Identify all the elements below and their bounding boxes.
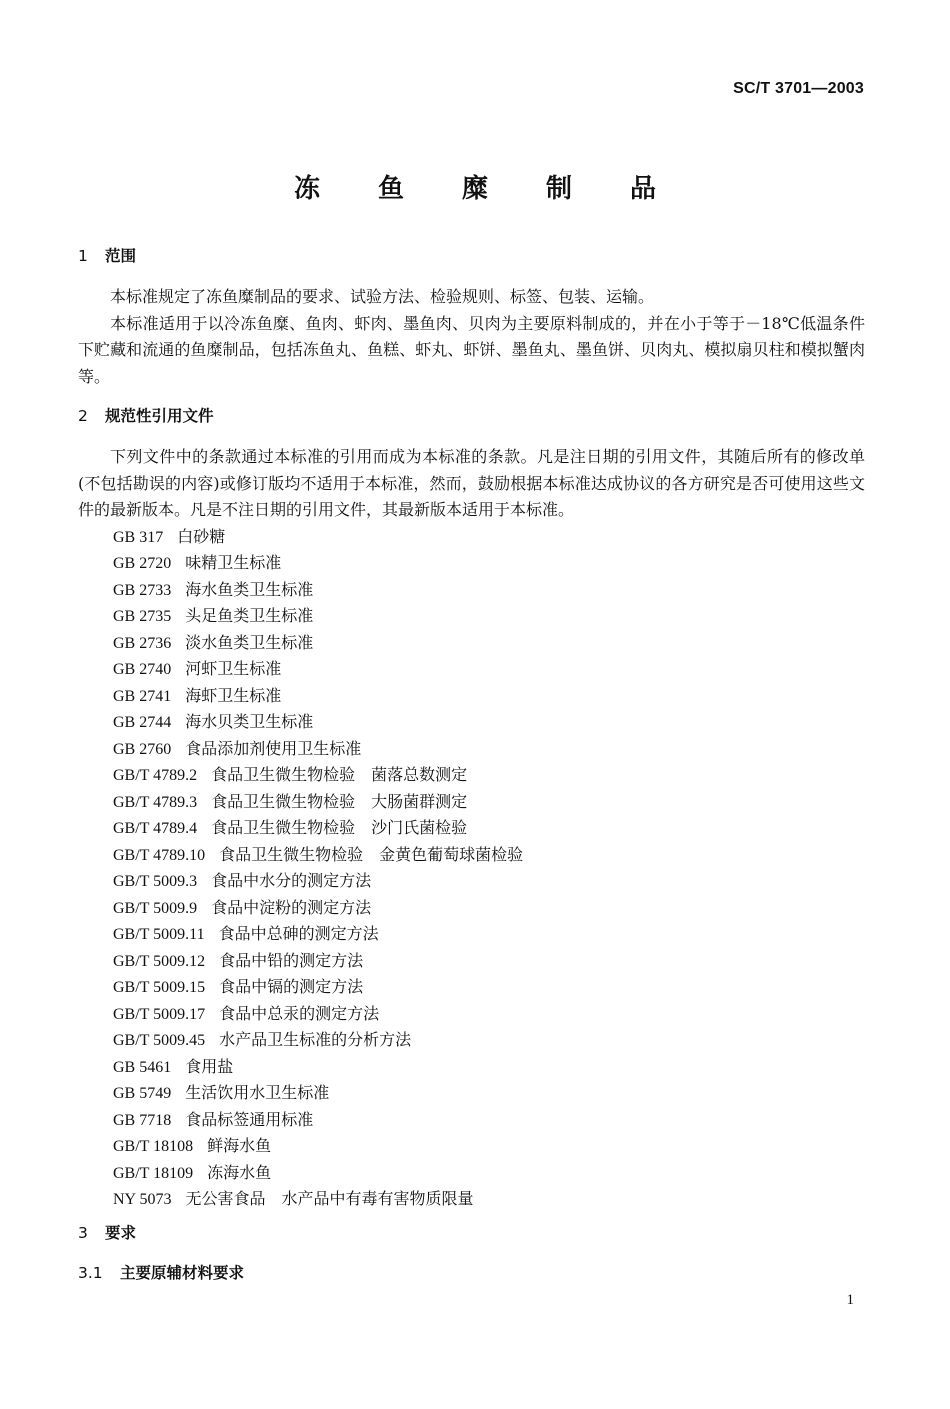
reference-title: 食品卫生微生物检验 金黄色葡萄球菌检验 xyxy=(219,844,524,864)
reference-code: GB/T 5009.11 xyxy=(113,926,205,943)
reference-code: GB/T 5009.3 xyxy=(113,873,198,890)
reference-code: GB/T 4789.3 xyxy=(113,793,198,811)
reference-title: 海水贝类卫生标准 xyxy=(185,712,314,731)
reference-item xyxy=(78,656,865,683)
section-number: 2 xyxy=(78,407,88,425)
reference-code: GB/T 5009.45 xyxy=(113,1032,206,1049)
reference-code: GB 2741 xyxy=(113,687,172,705)
subsection-title: 主要原辅材料要求 xyxy=(120,1263,245,1282)
reference-title: 头足鱼类卫生标准 xyxy=(185,606,314,625)
section-heading-requirements xyxy=(78,1221,865,1245)
reference-title: 食品中镉的测定方法 xyxy=(219,977,364,996)
reference-item xyxy=(78,603,865,630)
reference-item xyxy=(78,1107,865,1134)
reference-title: 食品标签通用标准 xyxy=(185,1109,314,1129)
reference-code: GB 2735 xyxy=(113,608,172,625)
reference-code: GB/T 18108 xyxy=(113,1138,194,1155)
reference-item xyxy=(78,842,865,869)
reference-code: GB 7718 xyxy=(113,1111,172,1129)
reference-item xyxy=(78,736,865,763)
reference-title: 淡水鱼类卫生标准 xyxy=(185,632,314,652)
section-title: 范围 xyxy=(105,247,137,265)
standard-code: SC/T 3701—2003 xyxy=(733,80,864,97)
reference-title: 白砂糖 xyxy=(177,526,226,546)
section-title: 要求 xyxy=(105,1223,137,1242)
section-number: 1 xyxy=(78,247,88,265)
reference-code: GB 2744 xyxy=(113,714,172,731)
reference-item xyxy=(78,577,865,604)
reference-title: 海虾卫生标准 xyxy=(185,685,282,705)
section-heading-normative-references xyxy=(78,404,865,428)
reference-code: GB/T 5009.15 xyxy=(113,979,206,996)
reference-code: GB/T 4789.4 xyxy=(113,820,198,837)
reference-title: 食品卫生微生物检验 沙门氏菌检验 xyxy=(211,818,468,837)
reference-title: 食品中铅的测定方法 xyxy=(219,950,364,970)
reference-title: 水产品卫生标准的分析方法 xyxy=(219,1030,412,1049)
title-char: 制 xyxy=(546,174,573,204)
reference-item xyxy=(78,1054,865,1081)
title-char: 鱼 xyxy=(377,174,404,204)
reference-code: GB 2720 xyxy=(113,555,172,572)
reference-code: GB 5749 xyxy=(113,1085,172,1102)
reference-item xyxy=(78,1027,865,1054)
reference-item xyxy=(78,1080,865,1107)
reference-code: GB 2760 xyxy=(113,740,172,758)
section-heading-scope xyxy=(78,244,865,268)
title-char: 冻 xyxy=(293,174,320,204)
reference-code: GB/T 5009.17 xyxy=(113,1005,206,1023)
section-title: 规范性引用文件 xyxy=(105,407,214,425)
reference-title: 生活饮用水卫生标准 xyxy=(185,1083,330,1102)
reference-item xyxy=(78,1186,865,1213)
reference-item xyxy=(78,789,865,816)
reference-title: 食用盐 xyxy=(185,1056,234,1076)
reference-item xyxy=(78,1133,865,1160)
reference-code: GB/T 5009.9 xyxy=(113,899,198,917)
reference-item xyxy=(78,948,865,975)
reference-title: 河虾卫生标准 xyxy=(185,659,282,678)
title-char: 品 xyxy=(630,174,657,204)
reference-item xyxy=(78,1001,865,1028)
reference-item xyxy=(78,709,865,736)
reference-code: GB 2740 xyxy=(113,661,172,678)
subsection-heading-raw-materials xyxy=(78,1261,865,1285)
reference-title: 冻海水鱼 xyxy=(207,1162,272,1182)
reference-title: 食品中总砷的测定方法 xyxy=(218,924,379,943)
reference-code: GB/T 5009.12 xyxy=(113,952,206,970)
reference-code: GB 2733 xyxy=(113,581,172,599)
reference-title: 食品中总汞的测定方法 xyxy=(219,1003,380,1023)
reference-title: 食品卫生微生物检验 菌落总数测定 xyxy=(211,765,468,784)
page-number: 1 xyxy=(846,1292,854,1308)
reference-item xyxy=(78,1160,865,1187)
section-number: 3 xyxy=(78,1223,88,1242)
reference-title: 鲜海水鱼 xyxy=(207,1136,272,1155)
reference-code: GB 5461 xyxy=(113,1058,172,1076)
reference-code: GB 317 xyxy=(113,528,164,546)
reference-list xyxy=(78,524,865,1213)
references-intro-paragraph: 下列文件中的条款通过本标准的引用而成为本标准的条款。凡是注日期的引用文件，其随后所有的修改单(不包括勘误的内容)或修订版均不适用于本标准，然而，鼓励根据本标准达成协议的各方研究是否可使用这些文件的最新版本。凡是不注日期的引用文件，其最新版本适用于本标准。 xyxy=(78,447,865,519)
reference-item xyxy=(78,524,865,551)
reference-code: GB/T 4789.10 xyxy=(113,846,206,864)
reference-title: 食品中淀粉的测定方法 xyxy=(211,897,372,917)
reference-item xyxy=(78,921,865,948)
reference-code: GB 2736 xyxy=(113,634,172,652)
reference-title: 食品添加剂使用卫生标准 xyxy=(185,738,362,758)
document-body xyxy=(78,244,865,1285)
reference-code: GB/T 18109 xyxy=(113,1164,194,1182)
scope-paragraph-1: 本标准规定了冻鱼糜制品的要求、试验方法、检验规则、标签、包装、运输。 xyxy=(110,287,655,306)
reference-item xyxy=(78,974,865,1001)
reference-item xyxy=(78,630,865,657)
reference-code: NY 5073 xyxy=(113,1191,172,1208)
title-char: 糜 xyxy=(461,174,488,204)
reference-item xyxy=(78,683,865,710)
reference-title: 无公害食品 水产品中有毒有害物质限量 xyxy=(185,1189,474,1208)
reference-title: 食品卫生微生物检验 大肠菌群测定 xyxy=(211,791,468,811)
subsection-number: 3.1 xyxy=(78,1263,103,1282)
reference-code: GB/T 4789.2 xyxy=(113,767,198,784)
reference-item xyxy=(78,815,865,842)
reference-item xyxy=(78,762,865,789)
scope-paragraph-2: 本标准适用于以冷冻鱼糜、鱼肉、虾肉、墨鱼肉、贝肉为主要原料制成的，并在小于等于－18℃低温条件下贮藏和流通的鱼糜制品，包括冻鱼丸、鱼糕、虾丸、虾饼、墨鱼丸、墨鱼饼、贝肉丸、模拟扇贝柱和模拟蟹肉等。 xyxy=(78,313,865,386)
reference-item xyxy=(78,868,865,895)
reference-title: 味精卫生标准 xyxy=(185,553,282,572)
reference-title: 食品中水分的测定方法 xyxy=(211,871,372,890)
reference-item xyxy=(78,895,865,922)
document-title xyxy=(0,168,950,205)
reference-title: 海水鱼类卫生标准 xyxy=(185,579,314,599)
reference-item xyxy=(78,550,865,577)
